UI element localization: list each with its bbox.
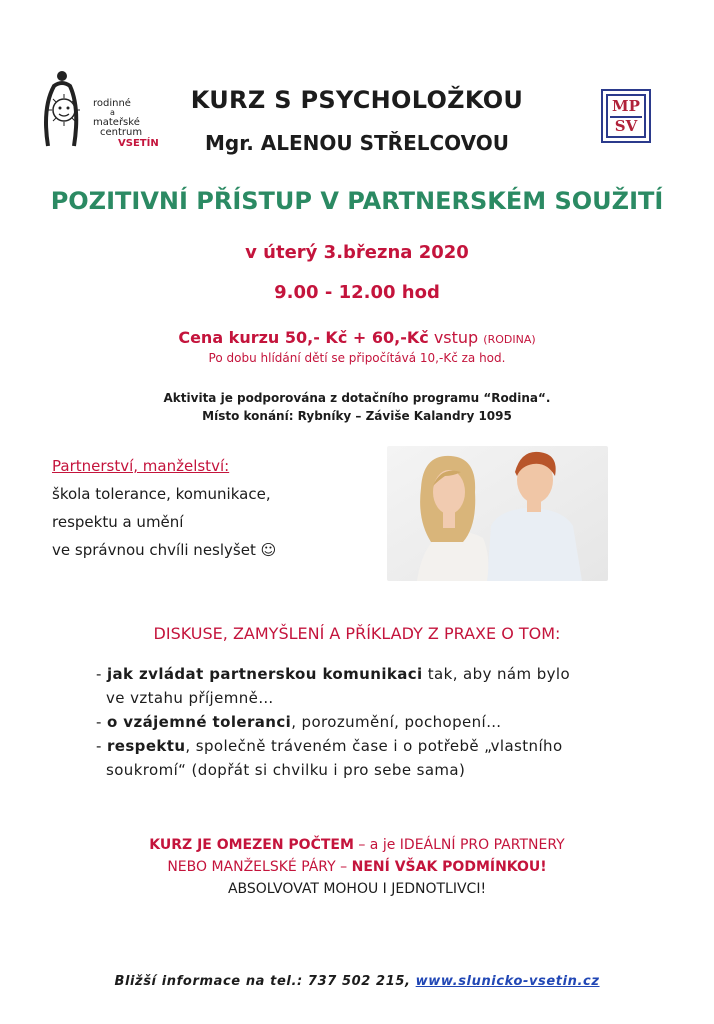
course-price — [0, 328, 714, 347]
venue-line: Místo konání: Rybníky – Záviše Kalandry 1095 — [202, 409, 512, 423]
list-item-text: , porozumění, pochopení… — [291, 713, 502, 731]
limit-bold-text: NENÍ VŠAK PODMÍNKOU! — [351, 859, 547, 875]
limit-line-1 — [0, 834, 714, 856]
support-info — [0, 389, 714, 425]
list-item-text: tak, aby nám bylo — [422, 665, 571, 683]
logo-text-line: VSETÍN — [118, 138, 159, 149]
partnership-heading: Partnerství, manželství: — [52, 457, 230, 475]
list-item: - o vzájemné toleranci, porozumění, pochopení… — [96, 713, 502, 731]
logo-text-line: rodinné — [93, 98, 131, 109]
mpsv-logo-bottom: SV — [614, 117, 638, 135]
footer-text: Bližší informace na tel.: 737 502 215, — [114, 974, 416, 989]
footer-contact — [0, 974, 714, 989]
list-item-text: , společně tráveném čase i o potřebě „vlastního — [185, 737, 563, 755]
course-date: v úterý 3.března 2020 — [245, 242, 469, 263]
partnership-line: škola tolerance, komunikace, — [52, 485, 271, 503]
limit-line-2 — [0, 856, 714, 878]
partnership-block — [52, 452, 352, 564]
page-title: KURZ S PSYCHOLOŽKOU — [190, 86, 524, 114]
discussion-heading: DISKUSE, ZAMYŠLENÍ A PŘÍKLADY Z PRAXE O TOM: — [153, 624, 561, 643]
discussion-list — [96, 662, 616, 782]
logo-text-line: a — [110, 108, 115, 117]
limit-text: NEBO MANŽELSKÉ PÁRY – — [167, 859, 352, 875]
page-subtitle: Mgr. ALENOU STŘELCOVOU — [205, 131, 509, 155]
limit-line-3: ABSOLVOVAT MOHOU I JEDNOTLIVCI! — [227, 881, 487, 897]
list-item-bold: jak zvládat partnerskou komunikaci — [106, 665, 423, 683]
limit-bold-text: KURZ JE OMEZEN POČTEM — [149, 837, 354, 853]
list-item-bold: respektu — [106, 737, 186, 755]
course-time: 9.00 - 12.00 hod — [274, 282, 440, 303]
price-vstup: vstup — [433, 328, 479, 347]
logo-text-line: mateřské — [93, 117, 140, 128]
course-headline: POZITIVNÍ PŘÍSTUP V PARTNERSKÉM SOUŽITÍ — [50, 187, 664, 215]
list-item: - jak zvládat partnerskou komunikaci tak, aby nám bylo — [96, 665, 571, 683]
website-link[interactable]: www.slunicko-vsetin.cz — [415, 974, 600, 989]
logo-text-line: centrum — [100, 127, 143, 138]
limit-text: – a je IDEÁLNÍ PRO PARTNERY — [353, 837, 565, 853]
list-item-continuation: ve vztahu příjemně… — [106, 689, 274, 707]
babysitting-note: Po dobu hlídání dětí se připočítává 10,-Kč za hod. — [208, 351, 506, 365]
list-item-bold: o vzájemné toleranci — [106, 713, 292, 731]
list-item-continuation: soukromí“ (dopřát si chvilku i pro sebe sama) — [106, 761, 466, 779]
partnership-line: respektu a umění — [52, 513, 184, 531]
mpsv-logo-top: MP — [612, 97, 640, 115]
price-label: Cena kurzu 50,- Kč + 60,-Kč — [178, 328, 429, 347]
list-item: - respektu, společně tráveném čase i o potřebě „vlastního — [96, 737, 563, 755]
partnership-line: ve správnou chvíli neslyšet ☺ — [52, 541, 277, 559]
couple-photo — [387, 446, 608, 581]
support-line: Aktivita je podporována z dotačního programu “Rodina“. — [163, 391, 551, 405]
price-rodina: (RODINA) — [483, 333, 536, 346]
